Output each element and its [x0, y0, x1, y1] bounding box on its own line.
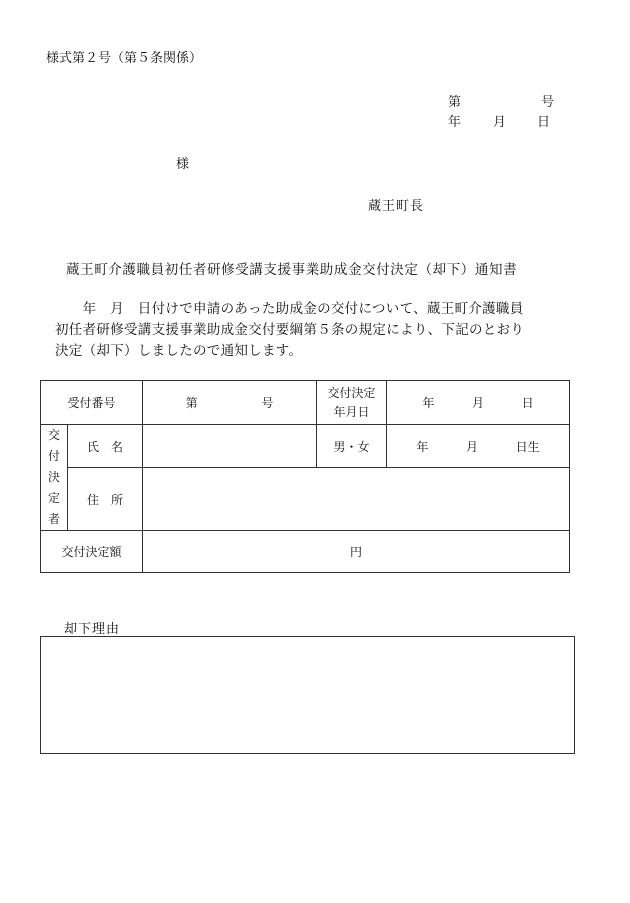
receipt-number-prefix: 第 [185, 396, 198, 410]
document-number-suffix: 号 [541, 95, 555, 110]
body-line-2: 初任者研修受講支援事業助成金交付要綱第５条の規定により、下記のとおり [55, 322, 525, 338]
receipt-number-label: 受付番号 [41, 381, 143, 425]
decision-amount-label: 交付決定額 [41, 531, 143, 573]
name-label: 氏 名 [68, 425, 143, 468]
issue-date-year: 年 [448, 115, 462, 130]
amount-unit: 円 [350, 545, 363, 559]
document-number-prefix: 第 [448, 95, 462, 110]
sender-name: 蔵王町長 [368, 199, 425, 214]
rejection-reason-label: 却下理由 [64, 622, 121, 637]
decision-info-table [40, 380, 570, 573]
rejection-reason-box [40, 636, 575, 754]
issue-date-month: 月 [493, 115, 507, 130]
document-title: 蔵王町介護職員初任者研修受講支援事業助成金交付決定（却下）通知書 [66, 262, 518, 278]
body-text [55, 299, 590, 362]
birth-date-cell: 年 月 日生 [387, 425, 570, 468]
recipient-label-vertical: 交 付 決 定 者 [41, 425, 68, 531]
decision-amount-cell [143, 531, 570, 573]
body-line-3: 決定（却下）しましたので通知します。 [55, 343, 303, 359]
form-number: 様式第２号（第５条関係） [46, 51, 203, 66]
gender-options: 男・女 [317, 425, 387, 468]
issue-date-day: 日 [537, 115, 551, 130]
receipt-number-suffix: 号 [261, 396, 274, 410]
decision-date-cell: 年 月 日 [387, 381, 570, 425]
body-line-1: 年 月 日付けで申請のあった助成金の交付について、蔵王町介護職員 [55, 301, 524, 317]
receipt-number-cell [143, 381, 317, 425]
addressee-honorific: 様 [176, 157, 190, 172]
address-value-cell [143, 468, 570, 531]
address-label: 住 所 [68, 468, 143, 531]
name-value-cell [143, 425, 317, 468]
decision-date-label: 交付決定 年月日 [317, 381, 387, 425]
